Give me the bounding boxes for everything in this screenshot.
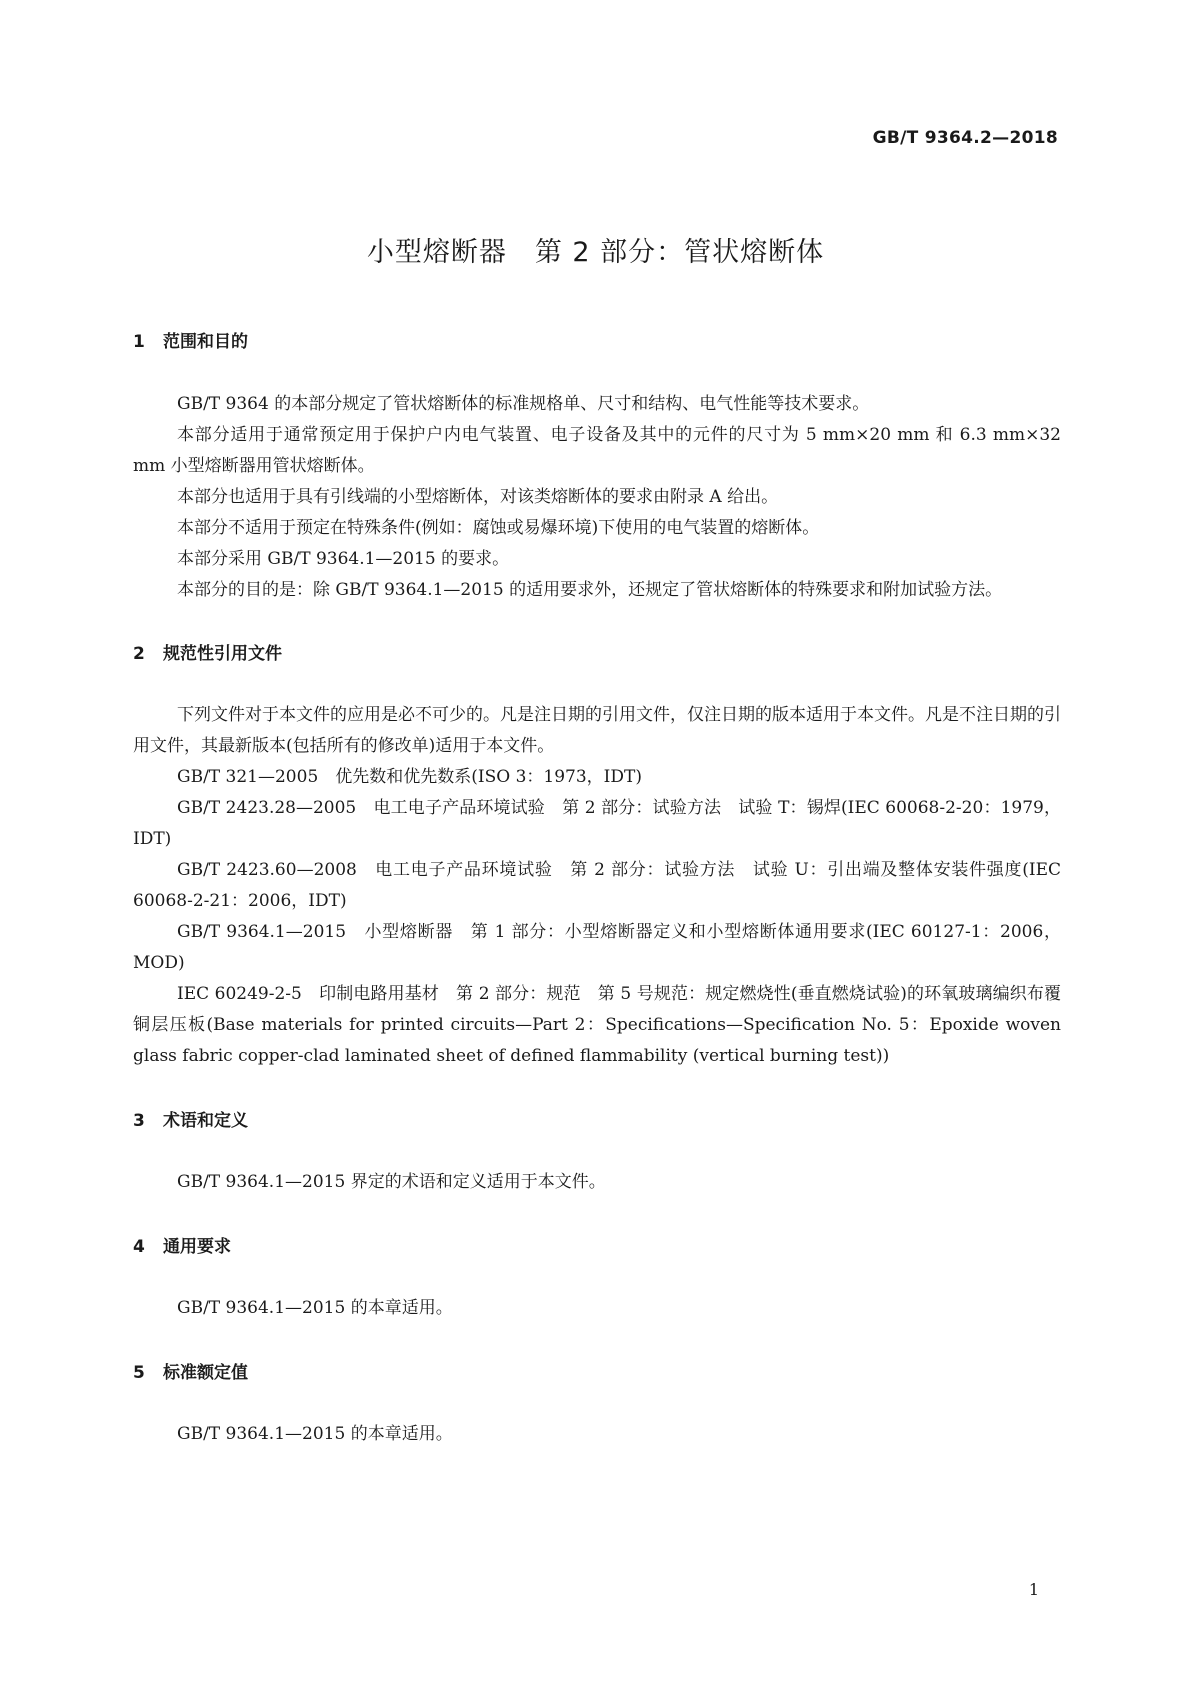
paragraph: 下列文件对于本文件的应用是必不可少的。凡是注日期的引用文件，仅注日期的版本适用于本文件。凡是不注日期的引用文件，其最新版本(包括所有的修改单)适用于本文件。 <box>133 705 1061 756</box>
paragraph: GB/T 9364.1—2015 的本章适用。 <box>177 1424 453 1444</box>
paragraph: 本部分采用 GB/T 9364.1—2015 的要求。 <box>177 549 510 569</box>
page-number: 1 <box>1028 1580 1039 1599</box>
section-number: 3 <box>133 1111 145 1131</box>
section-heading <box>133 642 1061 666</box>
reference-item: GB/T 9364.1—2015 小型熔断器 第 1 部分：小型熔断器定义和小型熔断体通用要求(IEC 60127-1：2006，MOD) <box>133 922 1061 973</box>
section-number: 1 <box>133 332 145 352</box>
section-standard-ratings <box>133 1361 1061 1450</box>
section-general-requirements <box>133 1235 1061 1324</box>
section-heading <box>133 1109 1061 1133</box>
section-title: 通用要求 <box>163 1237 231 1257</box>
section-normative-references <box>133 642 1061 1072</box>
document-title: 小型熔断器 第 2 部分：管状熔断体 <box>366 237 825 268</box>
section-title: 规范性引用文件 <box>163 644 282 664</box>
paragraph: 本部分不适用于预定在特殊条件(例如：腐蚀或易爆环境)下使用的电气装置的熔断体。 <box>177 518 820 538</box>
section-heading <box>133 1235 1061 1259</box>
paragraph: GB/T 9364 的本部分规定了管状熔断体的标准规格单、尺寸和结构、电气性能等技术要求。 <box>177 394 870 414</box>
standard-code: GB/T 9364.2—2018 <box>872 128 1058 148</box>
reference-item: GB/T 321—2005 优先数和优先数系(ISO 3：1973，IDT) <box>177 767 642 787</box>
section-heading <box>133 330 1061 354</box>
section-number: 2 <box>133 644 145 664</box>
paragraph: GB/T 9364.1—2015 的本章适用。 <box>177 1298 453 1318</box>
paragraph: GB/T 9364.1—2015 界定的术语和定义适用于本文件。 <box>177 1172 606 1192</box>
reference-item: GB/T 2423.28—2005 电工电子产品环境试验 第 2 部分：试验方法 试验 T：锡焊(IEC 60068-2-20：1979，IDT) <box>133 798 1061 849</box>
document-body <box>133 330 1061 1450</box>
section-number: 4 <box>133 1237 145 1257</box>
section-title: 范围和目的 <box>163 332 248 352</box>
section-heading <box>133 1361 1061 1385</box>
section-terms-definitions <box>133 1109 1061 1198</box>
section-scope <box>133 330 1061 606</box>
paragraph: 本部分也适用于具有引线端的小型熔断体，对该类熔断体的要求由附录 A 给出。 <box>177 487 779 507</box>
section-title: 术语和定义 <box>163 1111 248 1131</box>
section-title: 标准额定值 <box>163 1363 248 1383</box>
paragraph: 本部分的目的是：除 GB/T 9364.1—2015 的适用要求外，还规定了管状熔断体的特殊要求和附加试验方法。 <box>177 580 1003 600</box>
reference-item: GB/T 2423.60—2008 电工电子产品环境试验 第 2 部分：试验方法 试验 U：引出端及整体安装件强度(IEC 60068-2-21：2006，IDT) <box>133 860 1061 911</box>
reference-item: IEC 60249-2-5 印制电路用基材 第 2 部分：规范 第 5 号规范：规定燃烧性(垂直燃烧试验)的环氧玻璃编织布覆铜层压板(Base materials for printed circuits—Part 2：Specifications—Specification No. 5：Epoxide woven glass fabric copper-clad laminated sheet of defined flammability (vertical burning test)) <box>133 984 1061 1066</box>
section-number: 5 <box>133 1363 145 1383</box>
paragraph: 本部分适用于通常预定用于保护户内电气装置、电子设备及其中的元件的尺寸为 5 mm×20 mm 和 6.3 mm×32 mm 小型熔断器用管状熔断体。 <box>133 425 1061 476</box>
